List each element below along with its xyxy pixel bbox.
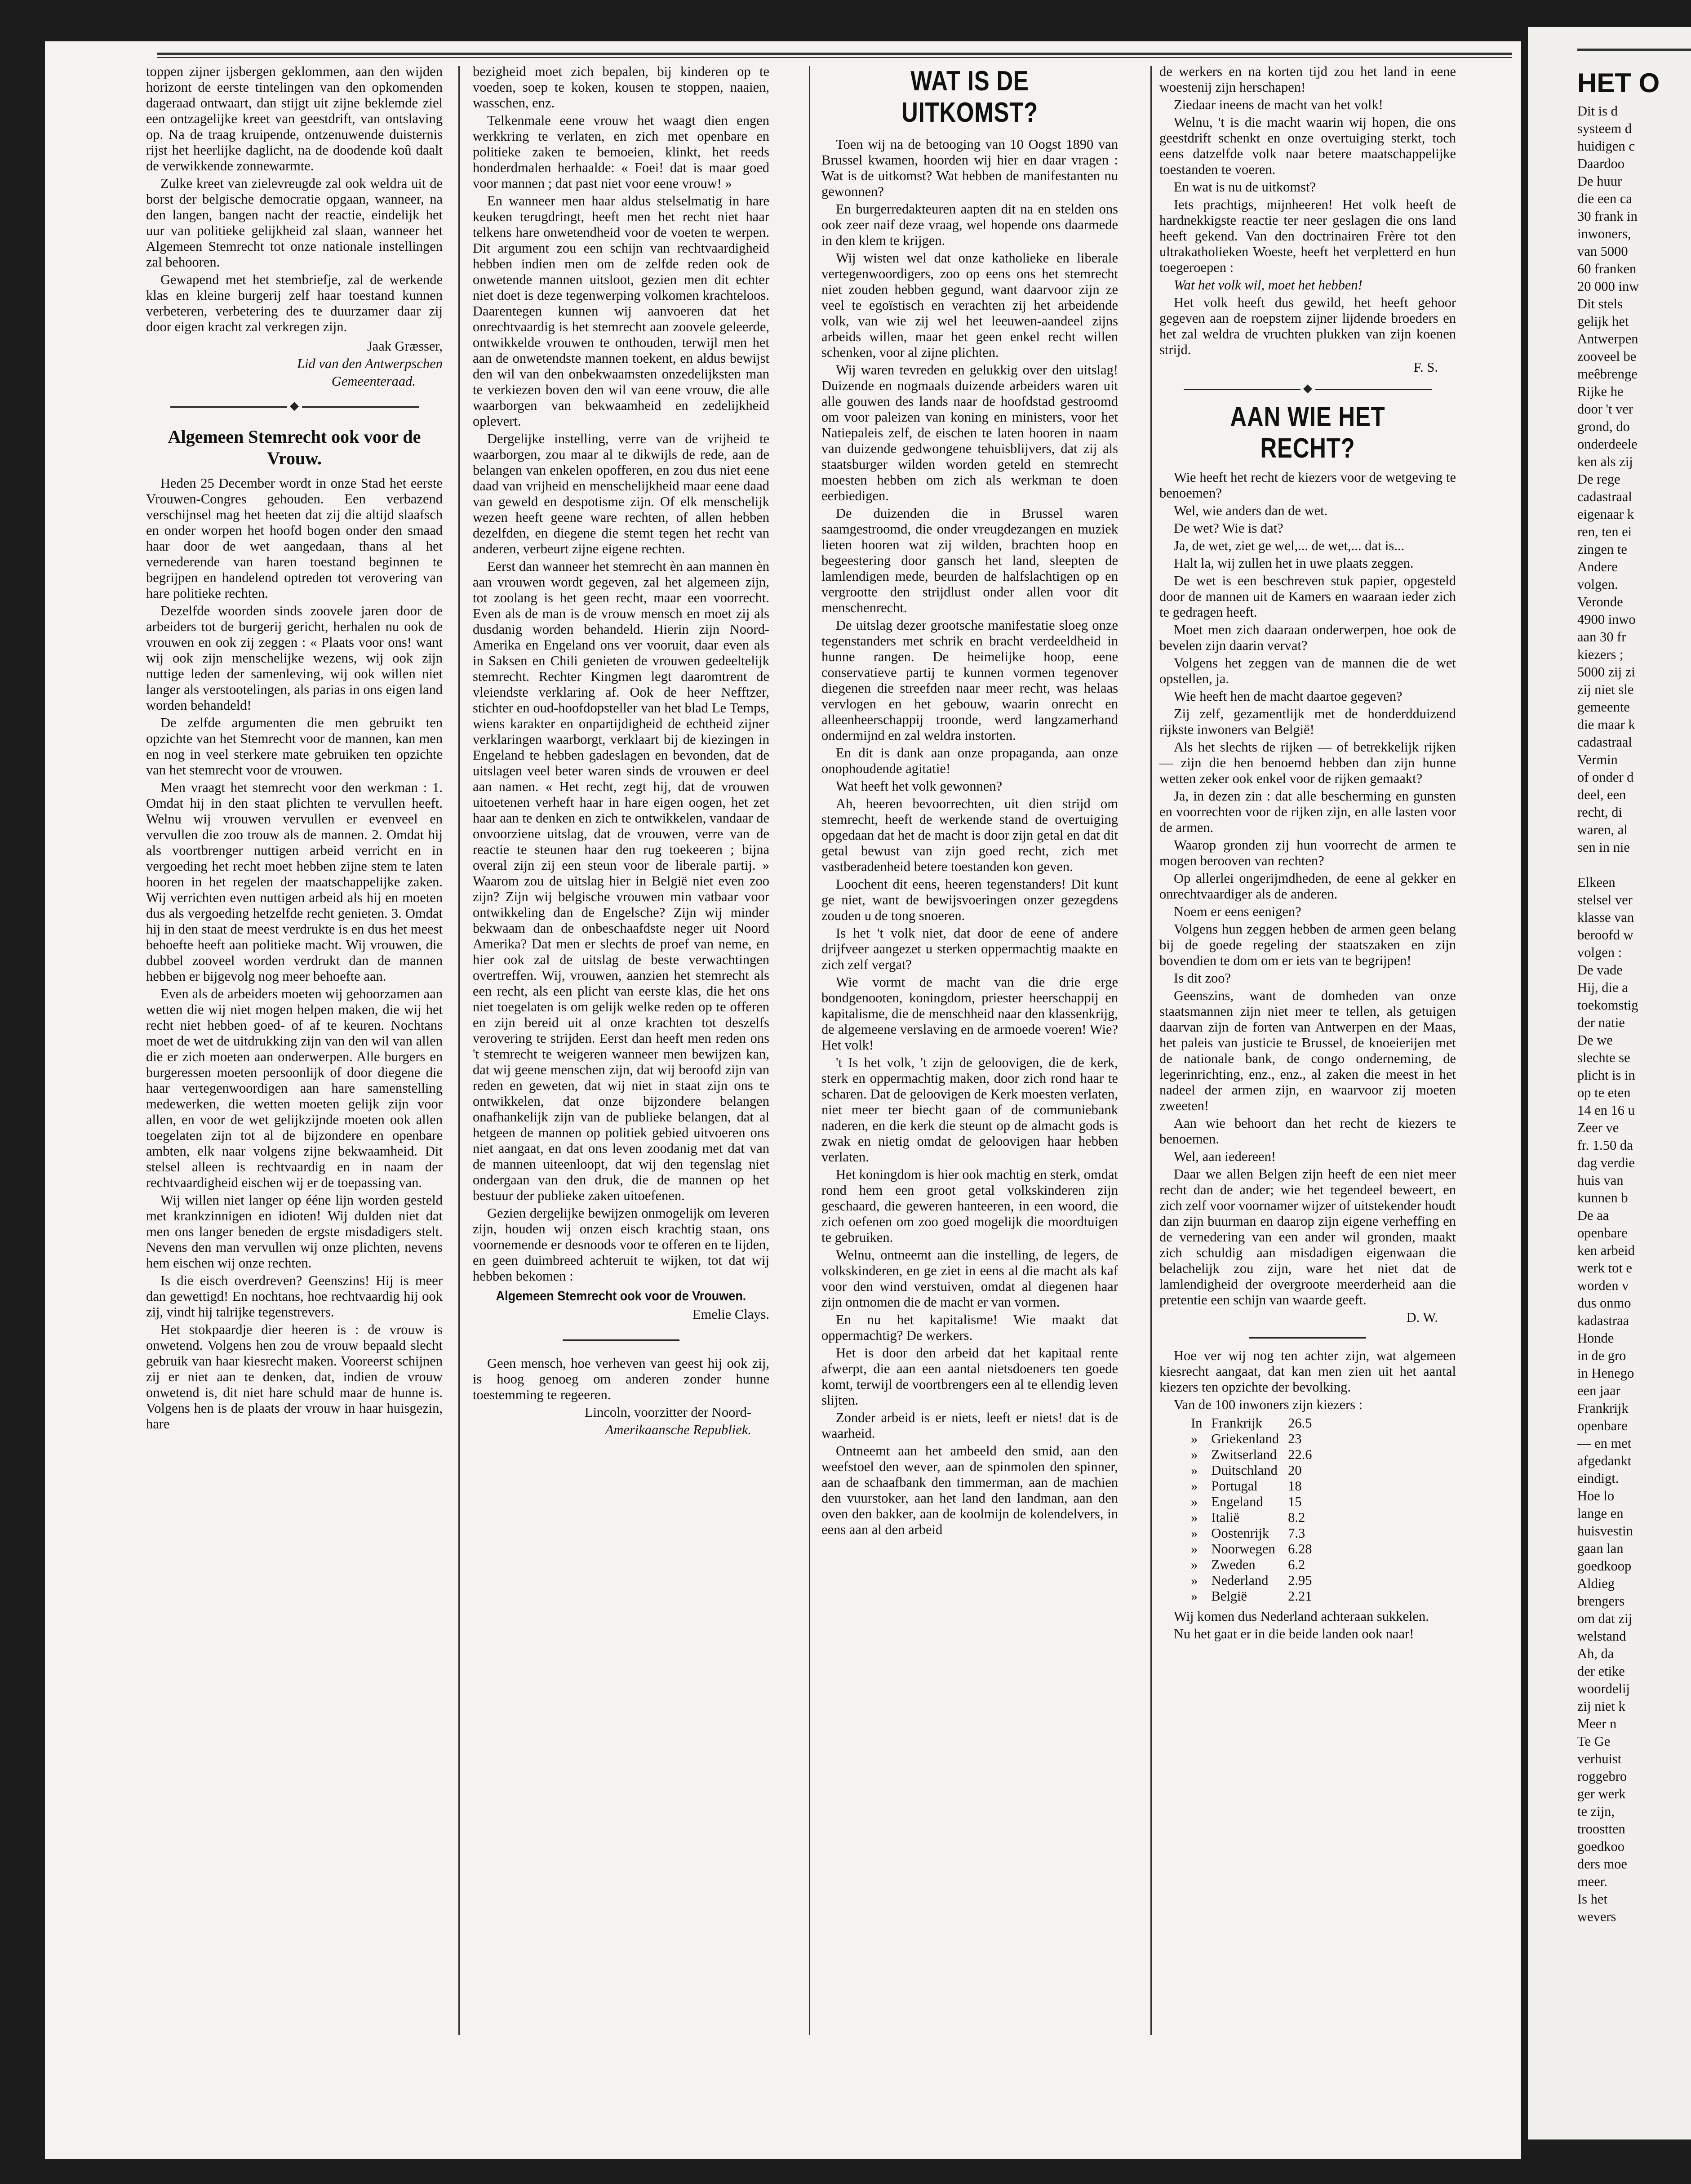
table-cell-value: 2.21 <box>1288 1588 1312 1604</box>
author-signature: Jaak Græsser, <box>367 338 443 354</box>
paragraph: Wie heeft hen de macht daartoe gegeven? <box>1174 689 1403 704</box>
fragment-line: onderdeele <box>1577 436 1638 452</box>
fragment-line: meer. <box>1577 1874 1607 1889</box>
paragraph: En wanneer men haar aldus stelselmatig in hare keuken terugdringt, heeft men het recht niet haar telkens hare onwetendheid voor de voeten te werpen. Dit argument zou een schijn van rechtvaardigheid hebben indien men om de zelfde reden ook de onwetende mannen uitsloot, gezien men dit echter niet doet is deze tegenwerping volkomen krachteloos. Daarentegen kunnen wij aanvoeren dat het onrechtvaardig is het stemrecht aan zoovele geleerde, ontwikkelde vrouwen te onthouden, terwijl men het aan de onwetendste mannen toekent, en aldus bewijst den wil van den onbekwaamsten onzedelijksten man te verkiezen boven den wil van eene vrouw, die alle waarborgen van bekwaamheid en zedelijkheid oplevert. <box>473 193 769 429</box>
table-cell-value: 26.5 <box>1288 1415 1312 1431</box>
table-row <box>1186 1557 1317 1573</box>
quote: Geen mensch, hoe verheven van geest hij ook zij, is hoog genoeg om anderen zonder hunne toestemming te regeeren. <box>473 1356 769 1402</box>
table-cell-value: 6.28 <box>1288 1541 1312 1557</box>
paragraph: Het koningdom is hier ook machtig en sterk, omdat rond hem een groot getal volkskinderen zijn geschaard, die geweren hanteeren, in een woord, die zich oefenen om zoo goed mogelijk die moordtuigen te gebruiken. <box>821 1167 1118 1245</box>
fragment-line: Aldieg <box>1577 1576 1615 1591</box>
fragment-line: om dat zij <box>1577 1611 1632 1626</box>
table-cell-mark: » <box>1191 1431 1198 1446</box>
fragment-line: klasse van <box>1577 910 1634 925</box>
fragment-line: roggebro <box>1577 1769 1627 1784</box>
article-headline: AAN WIE HET RECHT? <box>1230 401 1385 464</box>
fragment-line: slechte se <box>1577 1050 1630 1065</box>
paragraph: Heden 25 December wordt in onze Stad het eerste Vrouwen-Congres gehouden. Een verbazend verschijnsel mag het heeten dat zij die altijd slaafsch en onder worpen het hoofd bogen onder den smaad haar door de wet aangedaan, thans al het vernederende van haren toestand beginnen te begrijpen en handelend optreden tot verovering van hare politieke rechten. <box>146 476 443 601</box>
table-row <box>1186 1541 1317 1557</box>
fragment-line: Antwerpen <box>1577 331 1638 347</box>
paragraph: Loochent dit eens, heeren tegenstanders! Dit kunt ge niet, want de bewijsvoeringen onzer gezegdens zouden u de tong snoeren. <box>821 876 1118 923</box>
table-cell-mark: » <box>1191 1541 1198 1557</box>
paragraph: Is die eisch overdreven? Geenszins! Hij is meer dan gewettigd! En nochtans, hoe rechtvaardig hij ook zij, vindt hij talrijke tegenstrevers. <box>146 1273 443 1320</box>
fragment-line: gaan lan <box>1577 1541 1624 1556</box>
fragment-line: recht, di <box>1577 805 1622 820</box>
slogan: Algemeen Stemrecht ook voor de Vrouwen. <box>496 1289 746 1303</box>
paragraph: Wat het volk wil, moet het hebben! <box>1174 277 1363 293</box>
table-row <box>1186 1494 1317 1510</box>
paragraph: Dezelfde woorden sinds zoovele jaren door de arbeiders tot de burgerij gericht, herhalen nu ook de vrouwen en ook zij zeggen : « Plaats voor ons! want wij ook zijn menschelijke wezens, wij ook zijn nuttige leden der samenleving, wij ook willen niet langer als verstootelingen, als parias in ons eigen land worden behandeld! <box>146 603 443 713</box>
fragment-line: — en met <box>1577 1436 1632 1451</box>
paragraph: En wat is nu de uitkomst? <box>1174 179 1316 195</box>
fragment-line: zingen te <box>1577 542 1627 557</box>
fragment-line: De aa <box>1577 1208 1609 1223</box>
paragraph: Even als de arbeiders moeten wij gehoorzamen aan wetten die wij niet mogen helpen maken, die wij het recht niet hebben goed- of af te keuren. Nochtans moet de wet de uitdrukking zijn van den wil van allen die er zich moeten aan onderwerpen. Alle burgers en burgeressen moeten persoonlijk of door diegene die haar vertegenwoordigen aan hare samenstelling medewerken, die wetten moeten gelijk zijn voor allen, en voor de wet gelijkzijnde moeten ook allen toegelaten zijn tot al de bijzondere en openbare ambten, elk naar volgens zijne bekwaamheid. Dit stelsel alleen is rechtvaardig en in naam der rechtvaardigheid eischen wij er de toepassing van. <box>146 986 443 1190</box>
fragment-line: kiezers ; <box>1577 647 1624 662</box>
fragment-line: die maar k <box>1577 717 1635 732</box>
fragment-line: dus onmo <box>1577 1295 1631 1311</box>
paragraph: Toen wij na de betooging van 10 Oogst 1890 van Brussel kwamen, hoorden wij hier en daar vragen : Wat is de uitkomst? Wat hebben de manifestanten nu gewonnen? <box>821 137 1118 199</box>
paragraph: Gewapend met het stembriefje, zal de werkende klas en kleine burgerij zelf haar toestand kunnen verbeteren, verbetering des te duurzamer daar zij door eigen kracht zal verkregen zijn. <box>146 272 443 334</box>
fragment-line: ders moe <box>1577 1856 1627 1872</box>
paragraph: Is dit zoo? <box>1174 970 1231 986</box>
section-divider <box>473 1332 769 1346</box>
fragment-line: huidigen c <box>1577 138 1635 154</box>
fragment-line: systeem d <box>1577 121 1632 136</box>
table-cell-mark: » <box>1191 1447 1198 1462</box>
paragraph: Gezien dergelijke bewijzen onmogelijk om leveren zijn, houden wij onzen eisch krachtig staan, ons voornemende er desnoods voor te offeren en te lijden, en geen duimbreed achteruit te wijken, tot dat wij hebben bekomen : <box>473 1205 769 1284</box>
paragraph: De zelfde argumenten die men gebruikt ten opzichte van het Stemrecht voor de mannen, kan men en nog in veel sterkere mate gebruiken ten opzichte van het stemrecht voor de vrouwen. <box>146 715 443 778</box>
paragraph: Wie heeft het recht de kiezers voor de wetgeving te benoemen? <box>1159 470 1456 501</box>
table-cell-value: 2.95 <box>1288 1573 1312 1588</box>
fragment-line: Rijke he <box>1577 384 1624 399</box>
fragment-line: in Henego <box>1577 1366 1634 1381</box>
fragment-line: huis van <box>1577 1173 1624 1188</box>
table-cell-country: Portugal <box>1211 1478 1258 1494</box>
paragraph: Het is door den arbeid dat het kapitaal rente afwerpt, die aan een aantal nietsdoeners ten goede komt, terwijl de voortbrengers een al te ellendig leven slijten. <box>821 1345 1118 1408</box>
table-intro: Van de 100 inwoners zijn kiezers : <box>1174 1397 1363 1412</box>
adjacent-page-fragment <box>1528 27 1691 2140</box>
table-cell-mark: » <box>1191 1573 1198 1588</box>
fragment-line: waren, al <box>1577 822 1628 837</box>
paragraph: Men vraagt het stemrecht voor den werkman : 1. Omdat hij in den staat plichten te vervullen heeft. Welnu wij vrouwen vervullen er evenveel en vervullen die zoo trouw als de mannen. 2. Omdat hij als voortbrenger nuttigen arbeid verricht en in vergoeding het recht moet hebben zijne stem te laten hooren in het regelen der maatschappelijke zaken. Wij verrichten even nuttigen arbeid als hij en moeten dus als vergoeding hetzelfde recht genieten. 3. Omdat hij in den staat de meest verdrukte is en dus het meest behoefte heeft aan politieke macht. Wij vrouwen, die dubbel zooveel worden verdrukt dan de mannen hebben er bijgevolg nog meer behoefte aan. <box>146 780 443 984</box>
paragraph: Hoe ver wij nog ten achter zijn, wat algemeen kiesrecht aangaat, dat kan men zien uit het aantal kiezers ten opzichte der bevolking. <box>1159 1348 1456 1395</box>
paragraph: Zij zelf, gezamentlijk met de honderdduizend rijkste inwoners van België! <box>1159 706 1456 737</box>
fragment-line: welstand <box>1577 1628 1626 1644</box>
article-headline: Algemeen Stemrecht ook voor de Vrouw. <box>168 427 421 468</box>
column-rule <box>1150 66 1152 2035</box>
paragraph: Dergelijke instelling, verre van de vrijheid te waarborgen, zou maar al te dikwijls de rede, aan de belangen van enkelen opofferen, en zou dus niet eene daad van vrijheid en menschelijkheid maar eene daad van geweld en despotisme zijn. Of elk menschelijk wezen heeft geene ware rechten, of allen hebben dezelfden, en diegene die stemt tegen het recht van anderen, verbeurt zijne eigene rechten. <box>473 431 769 556</box>
paragraph: Welnu, ontneemt aan die instelling, de legers, de volkskinderen, en ge ziet in eens al die macht als kaf voor den wind verstuiven, omdat al diegenen haar zijn ontnomen die de macht er van vormen. <box>821 1247 1118 1310</box>
table-cell-country: Noorwegen <box>1211 1541 1275 1557</box>
fragment-line <box>1577 857 1691 873</box>
fragment-line: Vermin <box>1577 752 1618 767</box>
table-cell-country: Oostenrijk <box>1211 1526 1269 1541</box>
table-cell-value: 20 <box>1288 1463 1302 1478</box>
fragment-line: zooveel be <box>1577 349 1637 364</box>
paragraph: De wet is een beschreven stuk papier, opgesteld door de mannen uit de Kamers en waaraan ieder zich te gedragen heeft. <box>1159 573 1456 620</box>
fragment-line: 14 en 16 u <box>1577 1103 1635 1118</box>
fragment-line: gelijk het <box>1577 314 1629 329</box>
paragraph: De wet? Wie is dat? <box>1174 520 1283 536</box>
fragment-line: huisvestin <box>1577 1523 1633 1539</box>
paragraph: Ja, in dezen zin : dat alle bescherming en gunsten en voorrechten voor de rijken zijn, en alle lasten voor de armen. <box>1159 788 1456 835</box>
fragment-line: Ah, da <box>1577 1646 1614 1661</box>
section-divider: ◆ <box>146 399 443 413</box>
fragment-line: ger werk <box>1577 1786 1626 1801</box>
table-cell-value: 23 <box>1288 1431 1302 1446</box>
paragraph: Welnu, 't is die macht waarin wij hopen, die ons geestdrift schenkt en onze overtuiging sterkt, toch eens datzelfde volk naar betere maatschappelijke toestanden te voeren. <box>1159 115 1456 177</box>
table-cell-value: 8.2 <box>1288 1510 1305 1525</box>
table-cell-country: Frankrijk <box>1211 1415 1262 1431</box>
paragraph: Daar we allen Belgen zijn heeft de een niet meer recht dan de ander; wie het tegendeel beweert, en zich zelf voor voornamer wijzer of uitstekender houdt dan zijn buurman en daarop zijn eigene verheffing en de vernedering van een ander wil gronden, maakt zich schuldig aan misdadigen eigenwaan die belachelijk zou zijn, ware het niet dat de lamlendigheid der overgroote meerderheid aan die pretentie een schijn van waarde geeft. <box>1159 1166 1456 1308</box>
fragment-line: openbare <box>1577 1418 1628 1433</box>
paragraph: Aan wie behoort dan het recht de kiezers te benoemen. <box>1159 1116 1456 1147</box>
paragraph: Geenszins, want de domheden van onze staatsmannen zijn niet meer te tellen, als getuigen daarvan zijn de forten van Antwerpen en der Maas, het paleis van justicie te Brussel, de knoeierijen met de nationale bank, de congo onderneming, de legerinrichting, enz., enz., al zaken die meest in het nadeel der armen zijn, en waarvoor zij moeten zweeten! <box>1159 988 1456 1113</box>
fragment-line: kunnen b <box>1577 1190 1628 1205</box>
table-cell-mark: » <box>1191 1494 1198 1509</box>
fragment-line: volgen. <box>1577 577 1618 592</box>
paragraph: toppen zijner ijsbergen geklommen, aan den wijden horizont de eerste tintelingen van den opkomenden dageraad ontwaart, dan stijgt uit zijne beklemde ziel een ontzagelijke kreet van geestdrift, van ontslaving op. Na de traag kruipende, ontzenuwende duisternis rijst het heerlijke daglicht, na de doodende koû daalt de verwikkende zonnewarmte. <box>146 64 443 173</box>
paragraph: Is het 't volk niet, dat door de eene of andere drijfveer aangezet u sterken oppermachtig maakte en zich zelf vergat? <box>821 925 1118 972</box>
fragment-line: ren, ten ei <box>1577 524 1632 539</box>
paragraph: Zulke kreet van zielevreugde zal ook weldra uit de borst der belgische democratie opgaan, wanneer, na den langen, bangen nacht der reactie, eindelijk het uur van politieke gelijkheid zal slaan, wanneer het Algemeen Stemrecht tot onze nationale instellingen zal behooren. <box>146 176 443 270</box>
fragment-line: Te Ge <box>1577 1734 1611 1749</box>
fragment-line: Andere <box>1577 559 1618 574</box>
fragment-headline: HET O <box>1577 68 1660 98</box>
fragment-line: aan 30 fr <box>1577 629 1626 645</box>
paragraph: De uitslag dezer grootsche manifestatie sloeg onze tegenstanders met schrik en bracht verdeeldheid in hunne rangen. De heimelijke hoop, eene conservatieve partij te kunnen vormen tegenover diegenen die streefden naar meer recht, was helaas vervlogen en het gebouw, waarin onrecht en alleenheerschappij troonde, werd langzamerhand ondermijnd en zal weldra instorten. <box>821 618 1118 743</box>
author-signature: D. W. <box>1406 1310 1438 1325</box>
table-cell-country: Zweden <box>1211 1557 1256 1572</box>
table-row <box>1186 1447 1317 1463</box>
fragment-line: Zeer ve <box>1577 1120 1619 1135</box>
paragraph: En dit is dank aan onze propaganda, aan onze onophoudende agitatie! <box>821 745 1118 776</box>
table-row <box>1186 1510 1317 1526</box>
fragment-line: cadastraal <box>1577 489 1632 504</box>
table-cell-mark: » <box>1191 1510 1198 1525</box>
fragment-line: troostten <box>1577 1821 1625 1837</box>
paragraph: Wij wisten wel dat onze katholieke en liberale vertegenwoordigers, zoo op eens ons het stemrecht niet zouden hebben gegund, want daarvoor zijn ze veel te egoïstisch en verachten zij het arbeidende volk, van wie zij wel het leeuwen-aandeel zijns arbeids willen, maar het geen enkel recht willen schenken, voor al zijne plichten. <box>821 250 1118 360</box>
paragraph: Volgens hun zeggen hebben de armen geen belang bij de goede regeling der staatszaken en zijn bovendien te dom om er iets van te begrijpen! <box>1159 921 1456 968</box>
fragment-line: fr. 1.50 da <box>1577 1138 1633 1153</box>
paragraph: Volgens het zeggen van de mannen die de wet opstellen, ja. <box>1159 655 1456 686</box>
paragraph: Telkenmale eene vrouw het waagt dien engen werkkring te verlaten, en zich met openbare en politieke zaken te bemoeien, klinkt, het reeds honderdmalen herhaalde: « Foei! dat is maar goed voor mannen ; dat past niet voor eene vrouw! » <box>473 113 769 191</box>
fragment-lines <box>1577 103 1691 1925</box>
fragment-line: Meer n <box>1577 1716 1617 1731</box>
table-cell-country: Italië <box>1211 1510 1240 1525</box>
fragment-line: lange en <box>1577 1506 1624 1521</box>
table-cell-value: 7.3 <box>1288 1526 1305 1541</box>
table-cell-value: 6.2 <box>1288 1557 1305 1572</box>
fragment-line: werk tot e <box>1577 1260 1632 1276</box>
fragment-line: dag verdie <box>1577 1155 1635 1170</box>
fragment-line: een jaar <box>1577 1383 1620 1398</box>
table-cell-value: 18 <box>1288 1478 1302 1494</box>
fragment-line: openbare <box>1577 1225 1628 1241</box>
paragraph: Moet men zich daaraan onderwerpen, hoe ook de bevelen zijn daarin vervat? <box>1159 622 1456 653</box>
table-cell-country: Zwitserland <box>1211 1447 1277 1462</box>
paragraph: En burgerredakteuren aapten dit na en stelden ons ook zeer naif deze vraag, wel hopende ons daarmede in den klem te krijgen. <box>821 201 1118 248</box>
article-headline: WAT IS DE UITKOMST? <box>901 66 1038 128</box>
fragment-line: die een ca <box>1577 191 1632 206</box>
fragment-line: gemeente <box>1577 699 1630 715</box>
paragraph: de werkers en na korten tijd zou het land in eene woestenij zijn herschapen! <box>1159 64 1456 95</box>
table-row <box>1186 1526 1317 1541</box>
fragment-line: goedkoop <box>1577 1558 1632 1574</box>
table-cell-value: 15 <box>1288 1494 1302 1509</box>
paragraph: Op allerlei ongerijmdheden, de eene al gekker en onrechtvaardiger als de anderen. <box>1159 871 1456 902</box>
fragment-line: van 5000 <box>1577 244 1628 259</box>
table-row <box>1186 1573 1317 1588</box>
fragment-line: 4900 inwo <box>1577 612 1636 627</box>
paragraph: Het volk heeft dus gewild, het heeft gehoor gegeven aan de roepstem zijner lijdende broeders en het zal weldra de vruchten plukken van zijn koenen strijd. <box>1159 295 1456 357</box>
paragraph: Het stokpaardje dier heeren is : de vrouw is onwetend. Volgens hen zou de vrouw bepaald slecht gebruik van haar kiesrecht maken. Vooreerst schijnen zij er niet aan te denken, dat, indien de vrouw onwetend is, dit niet hare schuld maar de hunne is. Volgens hen is de plaats der vrouw in haar huisgezin, hare <box>146 1322 443 1432</box>
paragraph: Ja, de wet, ziet ge wel,... de wet,... dat is... <box>1174 538 1405 553</box>
paragraph: Halt la, wij zullen het in uwe plaats zeggen. <box>1174 556 1414 571</box>
author-signature: Emelie Clays. <box>692 1307 769 1322</box>
top-rule <box>1577 49 1691 51</box>
fragment-line: ken als zij <box>1577 454 1633 469</box>
fragment-line: door 't ver <box>1577 401 1633 417</box>
fragment-line: sen in nie <box>1577 840 1630 855</box>
table-cell-mark: » <box>1191 1557 1198 1572</box>
paragraph: bezigheid moet zich bepalen, bij kinderen op te voeden, soep te koken, kousen te stoppen, naaien, wasschen, enz. <box>473 64 769 111</box>
fragment-line: inwoners, <box>1577 226 1631 241</box>
fragment-line: Is het <box>1577 1891 1607 1907</box>
fragment-line: kadastraa <box>1577 1313 1629 1328</box>
fragment-line: in de gro <box>1577 1348 1626 1363</box>
newspaper-page <box>45 41 1521 2159</box>
paragraph: Wel, wie anders dan de wet. <box>1174 503 1328 518</box>
table-row <box>1186 1478 1317 1494</box>
paragraph: Ah, heeren bevoorrechten, uit dien strijd om stemrecht, heeft de werkende stand de overtuiging opgedaan dat het de macht is door zijn getal en dat dit getal bewust van zijn goed recht, zich met vastberadenheid betere toestanden kon geven. <box>821 796 1118 874</box>
fragment-line: afgedankt <box>1577 1453 1632 1468</box>
paragraph: En nu het kapitalisme! Wie maakt dat oppermachtig? De werkers. <box>821 1312 1118 1343</box>
paragraph: Ontneemt aan het ambeeld den smid, aan den weefstoel den wever, aan de spinmolen den spinner, aan de schaafbank den timmerman, aan de machien den vuurstoker, aan het land den landman, aan den oven den bakker, aan de koolmijn de kolendelvers, in eens aan al den arbeid <box>821 1443 1118 1537</box>
fragment-line: of onder d <box>1577 770 1634 785</box>
paragraph: Wij willen niet langer op ééne lijn worden gesteld met krankzinnigen en idioten! Wij dulden niet dat men ons langer beneden de ergste misdadigers stelt. Nevens den man vervullen wij onze plichten, nevens hem eischen wij onze rechten. <box>146 1192 443 1271</box>
fragment-line: De we <box>1577 1032 1613 1048</box>
table-cell-mark: » <box>1191 1526 1198 1541</box>
fragment-line: stelsel ver <box>1577 892 1633 907</box>
fragment-line: volgen : <box>1577 945 1622 960</box>
paragraph: De duizenden die in Brussel waren saamgestroomd, die onder vreugdezangen en muziek lieten hooren wat zij wilden, brachten hoop en begeestering door gansch het land, sleepten de lamlendigen mede, beurden de halfslachtigen op en vergrootte den strijdlust onder allen voor dit menschenrecht. <box>821 506 1118 615</box>
paragraph: Wie vormt de macht van die drie erge bondgenooten, koningdom, priester heerschappij en kapitalisme, die de menschheid naar den klassenkrijg, de algemeene verslaving en de armoede voeren! Wie? Het volk! <box>821 974 1118 1053</box>
table-row <box>1186 1415 1317 1431</box>
fragment-line: te zijn, <box>1577 1804 1615 1819</box>
table-cell-country: Griekenland <box>1211 1431 1279 1446</box>
author-role: Lid van den Antwerpschen <box>297 356 443 371</box>
fragment-line: zij niet k <box>1577 1699 1625 1714</box>
table-row <box>1186 1588 1317 1604</box>
fragment-line: 5000 zij zi <box>1577 664 1635 680</box>
fragment-line: De huur <box>1577 173 1622 189</box>
table-row <box>1186 1463 1317 1478</box>
table-cell-country: België <box>1211 1588 1247 1604</box>
quote-author: Lincoln, voorzitter der Noord- <box>585 1405 751 1420</box>
fragment-column <box>1577 67 1691 1926</box>
paragraph: Eerst dan wanneer het stemrecht èn aan mannen èn aan vrouwen wordt gegeven, zal het algemeen zijn, tot zoolang is het geen recht, maar een voorrecht. Even als de man is de vrouw mensch en moet zij als dusdanig worden behandeld. Hierin zijn Noord-Amerika en Engeland ons ver vooruit, daar even als in Saksen en Chili genieten de vrouwen gedeeltelijk stemrecht. Rechter Kingmen legt daaromtrent de vleiendste verklaring af. Ook de heer Nefftzer, stichter en oud-hoofdopsteller van het blad Le Temps, wiens karakter en onpartijdigheid de echtheid zijner verklaringen waarborgt, verklaart bij de kiezingen in Engeland te hebben gadeslagen en bevonden, dat de uitslagen veel beter waren sinds de vrouwen er deel aan namen. « Het recht, zegt hij, dat de vrouwen uitoetenen verheft haar in hare eigen oogen, het zet haar aan te denken en zich te ontwikkelen, vandaar de onvoorziene uitslag, dat de vrouwen, verre van de reactie te steunen haar den rug toekeeren ; bijna overal zijn zij een steun voor de liberale partij. » Waarom zou de uitslag hier in België niet even zoo zijn? Zijn wij belgische vrouwen min vatbaar voor ontwikkeling dan de Engelsche? Zijn wij minder bekwaam dan de onbeschaafdste neger uit Noord Amerika? Dat men er slechts de proef van neme, en hier ook zal de uitslag de beste verwachtingen overtreffen. Wij, vrouwen, aanzien het stemrecht als een recht, als een plicht van eerste klas, die het ons niet toegelaten is om gelijk welke reden op te offeren en zijn bereid uit al onze krachten tot deszelfs verovering te strijden. Eerst dan heeft men reden ons 't stemrecht te weigeren wanneer men bewijzen kan, dat wij geene menschen zijn, dat wij beroofd zijn van reden en geweten, dat wij niet in staat zijn ons te ontwikkelen, dat onze bijzondere belangen onafhankelijk zijn van de publieke belangen, dat al hetgeen de mannen op politiek gebied uitvoeren ons niet aangaat, en dat ons leven zoodanig met dat van de mannen uiteenloopt, dat wij den tegenslag niet ondergaan van den druk, die de mannen op het bestuur der publieke zaken uitoefenen. <box>473 559 769 1203</box>
section-divider <box>1159 1330 1456 1343</box>
paragraph: Noem er eens eenigen? <box>1174 904 1301 919</box>
fragment-line: zij niet sle <box>1577 682 1634 697</box>
table-cell-country: Nederland <box>1211 1573 1269 1588</box>
fragment-line: Hij, die a <box>1577 980 1628 995</box>
fragment-line: plicht is in <box>1577 1068 1635 1083</box>
paragraph: Ziedaar ineens de macht van het volk! <box>1174 97 1383 112</box>
paragraph: Wij waren tevreden en gelukkig over den uitslag! Duizende en nogmaals duizende arbeiders waren uit alle gouwen des lands naar de hoofdstad gestroomd om voor paleizen van koning en ministers, voor het Natiepaleis zelf, de eischen te laten hooren in naam van duizende gedwongene tehuisblijvers, dat zij als staatsburger wilden worden geteld en stemrecht moesten hebben om zich als werkman te doen eerbiedigen. <box>821 362 1118 503</box>
fragment-line: ken arbeid <box>1577 1243 1635 1258</box>
column-4 <box>1159 64 1456 1644</box>
voters-table <box>1186 1415 1317 1604</box>
section-divider: ◆ <box>1159 382 1456 395</box>
paragraph: Nu het gaat er in die beide landen ook naar! <box>1174 1626 1414 1641</box>
fragment-line: Honde <box>1577 1330 1614 1346</box>
fragment-line: toekomstig <box>1577 997 1638 1013</box>
fragment-line: cadastraal <box>1577 734 1632 750</box>
fragment-line: 20 000 inw <box>1577 279 1639 294</box>
paragraph: Wat heeft het volk gewonnen? <box>836 778 1003 794</box>
table-cell-mark: » <box>1191 1588 1198 1604</box>
fragment-line: 60 franken <box>1577 261 1637 276</box>
paragraph: Wij komen dus Nederland achteraan sukkelen. <box>1174 1609 1429 1624</box>
fragment-line: goedkoo <box>1577 1839 1625 1854</box>
paragraph: Wel, aan iedereen! <box>1174 1149 1276 1164</box>
paragraph: Zonder arbeid is er niets, leeft er niets! dat is de waarheid. <box>821 1410 1118 1441</box>
fragment-line: 30 frank in <box>1577 209 1638 224</box>
fragment-line: Hoe lo <box>1577 1488 1615 1503</box>
table-cell-mark: In <box>1191 1415 1203 1431</box>
fragment-line: brengers <box>1577 1593 1625 1609</box>
author-signature: F. S. <box>1413 360 1438 375</box>
fragment-line: worden v <box>1577 1278 1629 1293</box>
fragment-line: De rege <box>1577 471 1620 487</box>
table-cell-country: Duitschland <box>1211 1463 1278 1478</box>
fragment-line: wevers <box>1577 1909 1616 1924</box>
fragment-line: De vade <box>1577 962 1623 978</box>
fragment-line: Frankrijk <box>1577 1401 1629 1416</box>
fragment-line: Dit is d <box>1577 103 1618 119</box>
column-rule <box>809 66 810 2035</box>
column-2 <box>473 64 769 1440</box>
fragment-line: eigenaar k <box>1577 507 1634 522</box>
paragraph: Iets prachtigs, mijnheeren! Het volk heeft de hardnekkigste reactie ter neer geslagen die ons land heeft gekend. Van den doctrinairen Frère tot den ultrakatholieken Woeste, heeft het verpletterd en hun toegeroepen : <box>1159 197 1456 275</box>
paragraph: Waarop gronden zij hun voorrecht de armen te mogen berooven van rechten? <box>1159 837 1456 868</box>
fragment-line: eindigt. <box>1577 1471 1619 1486</box>
table-cell-country: Engeland <box>1211 1494 1263 1509</box>
fragment-line: woordelij <box>1577 1681 1630 1696</box>
fragment-line: der natie <box>1577 1015 1625 1030</box>
column-rule <box>458 66 460 2035</box>
fragment-line: meêbrenge <box>1577 366 1638 382</box>
fragment-line: Elkeen <box>1577 875 1616 890</box>
paragraph: Als het slechts de rijken — of betrekkelijk rijken — zijn die hen benoemd hebben dan zijn hunne wetten zeker ook enkel voor de rijken gemaakt? <box>1159 739 1456 786</box>
fragment-line: Veronde <box>1577 594 1623 609</box>
fragment-line: verhuist <box>1577 1751 1622 1766</box>
paragraph: 't Is het volk, 't zijn de geloovigen, die de kerk, sterk en oppermachtig maken, door zich rond haar te scharen. Dat de geloovigen de Kerk moesten verlaten, niet meer ter biecht gaan of de communiebank naderen, en die kerk die steunt op de almacht gods is zwak en nietig omdat de geloovigen haar hebben verlaten. <box>821 1055 1118 1165</box>
column-1 <box>146 64 443 1434</box>
fragment-line: op te eten <box>1577 1085 1631 1100</box>
fragment-line: beroofd w <box>1577 927 1633 943</box>
fragment-line: Daardoo <box>1577 156 1625 171</box>
table-cell-value: 22.6 <box>1288 1447 1312 1462</box>
fragment-line: deel, een <box>1577 787 1626 802</box>
table-cell-mark: » <box>1191 1478 1198 1494</box>
table-row <box>1186 1431 1317 1447</box>
author-role: Gemeenteraad. <box>331 374 416 389</box>
fragment-line: Dit stels <box>1577 296 1623 311</box>
table-cell-mark: » <box>1191 1463 1198 1478</box>
top-rule <box>157 53 1512 58</box>
fragment-line: der etike <box>1577 1664 1625 1679</box>
column-3 <box>821 64 1118 1539</box>
quote-author-role: Amerikaansche Republiek. <box>605 1422 751 1437</box>
fragment-line: grond, do <box>1577 419 1630 434</box>
